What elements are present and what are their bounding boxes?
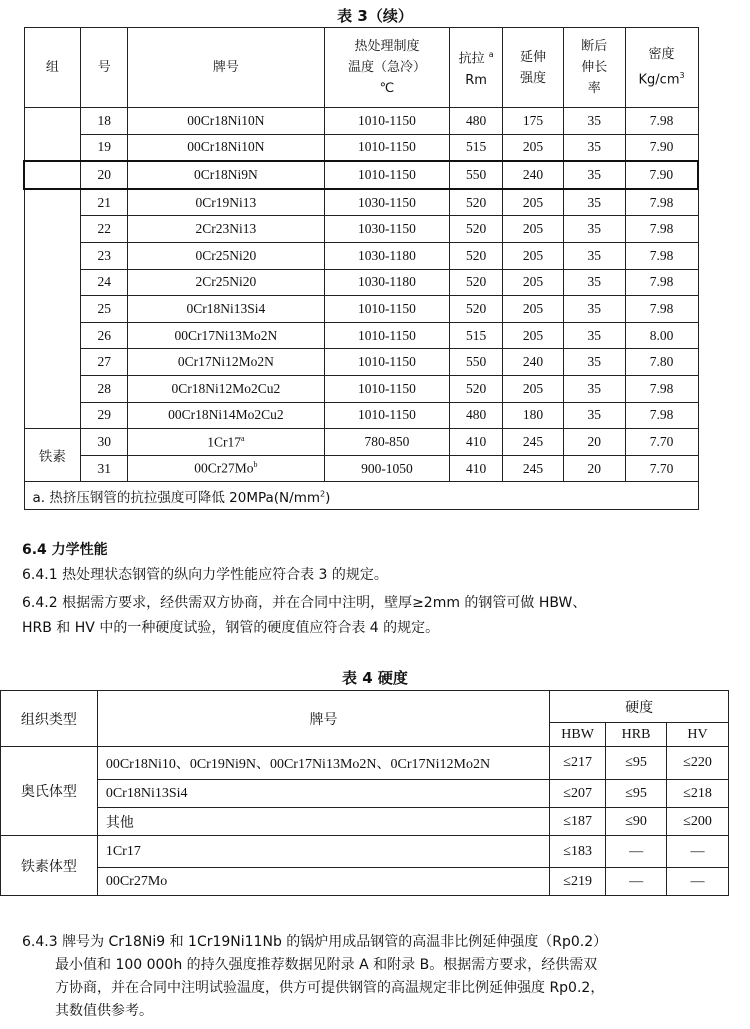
cell-tensile: 520 [450,189,503,216]
table-row [24,216,698,243]
table-row [24,429,698,456]
cell-elong: 35 [563,269,625,296]
table-row [1,808,729,836]
header-density-l2: Kg/cm [638,72,680,88]
cell-heat: 1030-1150 [324,216,450,243]
cell-yield: 205 [503,375,564,402]
table-row [24,108,698,135]
cell-tensile: 550 [450,161,503,189]
table3-caption: 表 3（续） [337,7,413,25]
note-sup: 2 [320,489,326,499]
para-6-4-1: 6.4.1 热处理状态钢管的纵向力学性能应符合表 3 的规定。 [22,567,388,583]
cell-yield: 205 [503,134,564,161]
cell-density: 7.90 [625,134,698,161]
cell-grade: 0Cr18Ni12Mo2Cu2 [128,375,325,402]
cell-grade: 0Cr18Ni13Si4 [128,296,325,323]
cell-no: 31 [81,455,128,482]
header-elong-l3: 率 [587,81,601,96]
cell-elong: 35 [563,216,625,243]
cell-heat: 1030-1180 [324,269,450,296]
cell-heat: 1010-1150 [324,108,450,135]
table4-body [1,747,729,896]
t4-grade-cell: 1Cr17 [97,836,549,868]
grade-text: 1Cr17 [207,434,241,450]
header-yield-l2: 强度 [519,70,546,86]
cell-grade: 00Cr17Ni13Mo2N [128,322,325,349]
cell-grade: 0Cr25Ni20 [128,242,325,269]
cell-density: 7.80 [625,349,698,376]
cell-tensile: 410 [450,455,503,482]
cell-tensile: 520 [450,242,503,269]
t4-grade-cell: 其他 [97,808,549,836]
t4-hv-cell: ≤218 [667,780,729,808]
header-tensile-l2: Rm [465,72,487,88]
cell-grade: 00Cr18Ni14Mo2Cu2 [128,402,325,429]
cell-elong: 35 [563,349,625,376]
table-row [24,375,698,402]
table-row [1,747,729,780]
cell-yield: 205 [503,296,564,323]
cell-elong: 35 [563,108,625,135]
cell-no: 29 [81,402,128,429]
cell-no: 23 [81,242,128,269]
note-text: a. 热挤压钢管的抗拉强度可降低 20MPa(N/mm [32,489,320,506]
header-heat-l2: 温度（急冷） [347,60,426,75]
cell-elong: 35 [563,402,625,429]
cell-heat: 1030-1150 [324,189,450,216]
cell-no: 22 [81,216,128,243]
cell-tensile: 520 [450,296,503,323]
table-row [24,242,698,269]
t4-hrb-cell: ≤95 [606,780,667,808]
t4-header-grade: 牌号 [97,691,549,747]
cell-no: 30 [81,429,128,456]
cell-elong: 35 [563,161,625,189]
cell-yield: 180 [503,402,564,429]
t4-hrb-cell: — [606,868,667,896]
t4-hrb-cell: ≤95 [606,747,667,780]
cell-density: 7.98 [625,216,698,243]
table4-header-row1 [1,691,729,723]
cell-heat: 1010-1150 [324,402,450,429]
para-6-4-2-line1: 6.4.2 根据需方要求，经供需双方协商，并在合同中注明，壁厚≥2mm 的钢管可做 HBW、 [22,595,587,611]
cell-density: 7.98 [625,269,698,296]
t4-grade-cell: 00Cr27Mo [97,868,549,896]
cell-elong: 35 [563,375,625,402]
group-cell-austenite-upper [24,108,81,162]
cell-yield: 240 [503,349,564,376]
group-cell-ferrite: 铁素 [24,429,81,482]
cell-no: 28 [81,375,128,402]
para-6-4-3-line3: 方协商，并在合同中注明试验温度，供方可提供钢管的高温规定非比例延伸强度 Rp0.2， [55,980,605,996]
table-row [24,322,698,349]
cell-density: 7.98 [625,189,698,216]
cell-tensile: 515 [450,134,503,161]
t4-hv-cell: — [667,836,729,868]
table3-note-row [24,482,698,510]
table3-note [24,482,698,510]
t4-header-hv: HV [667,723,729,747]
para-6-4-3-line4: 其数值供参考。 [55,1003,153,1019]
table3-body [24,108,698,482]
t4-type-cell: 铁素体型 [1,836,98,896]
cell-tensile: 410 [450,429,503,456]
header-elong-l2: 伸长 [581,60,608,75]
cell-yield: 205 [503,269,564,296]
cell-elong: 20 [563,455,625,482]
cell-no: 27 [81,349,128,376]
table3-header-row [24,28,698,108]
cell-density: 7.70 [625,429,698,456]
table-row [1,836,729,868]
grade-text: 00Cr27Mo [194,460,254,476]
grade-sup: a [240,433,245,443]
cell-yield: 175 [503,108,564,135]
t4-hv-cell: ≤200 [667,808,729,836]
cell-grade [128,429,325,456]
cell-tensile: 550 [450,349,503,376]
t4-hbw-cell: ≤187 [550,808,606,836]
cell-yield: 205 [503,242,564,269]
table-row [1,780,729,808]
cell-density: 7.98 [625,375,698,402]
header-density-l1: 密度 [648,47,675,63]
header-density [625,28,698,108]
cell-heat: 900-1050 [324,455,450,482]
t4-hrb-cell: ≤90 [606,808,667,836]
cell-grade: 0Cr17Ni12Mo2N [128,349,325,376]
header-yield [503,28,564,108]
para-6-4-2-line2: HRB 和 HV 中的一种硬度试验，钢管的硬度值应符合表 4 的规定。 [22,620,440,636]
cell-yield: 205 [503,189,564,216]
cell-heat: 1010-1150 [324,161,450,189]
header-grade: 牌号 [128,28,325,108]
cell-grade: 00Cr18Ni10N [128,134,325,161]
t4-grade-cell: 0Cr18Ni13Si4 [97,780,549,808]
cell-heat: 1010-1150 [324,322,450,349]
table4 [0,690,729,896]
table-row [24,134,698,161]
cell-tensile: 480 [450,402,503,429]
cell-grade [128,455,325,482]
table-row [1,868,729,896]
cell-no: 24 [81,269,128,296]
table-row [24,296,698,323]
t4-hbw-cell: ≤183 [550,836,606,868]
cell-heat: 1010-1150 [324,349,450,376]
cell-elong: 35 [563,296,625,323]
t4-hrb-cell: — [606,836,667,868]
cell-no: 25 [81,296,128,323]
cell-yield: 205 [503,322,564,349]
t4-header-hrb: HRB [606,723,667,747]
section-title: 6.4 力学性能 [22,542,108,558]
cell-yield: 245 [503,455,564,482]
header-tensile-sup: a [488,50,494,60]
t4-grade-cell: 00Cr18Ni10、0Cr19Ni9N、00Cr17Ni13Mo2N、0Cr17Ni12Mo2N [97,747,549,780]
cell-no: 18 [81,108,128,135]
cell-yield: 245 [503,429,564,456]
cell-yield: 240 [503,161,564,189]
cell-grade: 00Cr18Ni10N [128,108,325,135]
header-yield-l1: 延伸 [519,49,546,65]
table4-caption: 表 4 硬度 [342,669,408,687]
cell-density: 7.98 [625,296,698,323]
cell-heat: 1010-1150 [324,296,450,323]
cell-elong: 35 [563,134,625,161]
cell-no: 19 [81,134,128,161]
cell-density: 7.98 [625,402,698,429]
t4-header-type: 组织类型 [1,691,98,747]
header-elongation [563,28,625,108]
cell-yield: 205 [503,216,564,243]
header-elong-l1: 断后 [581,39,608,54]
cell-heat: 1010-1150 [324,134,450,161]
note-end: ) [325,489,331,506]
cell-no: 20 [81,161,128,189]
cell-no: 21 [81,189,128,216]
header-heat-treatment [324,28,450,108]
header-heat-l3: ℃ [379,81,395,96]
table-row [24,455,698,482]
cell-tensile: 480 [450,108,503,135]
para-6-4-3-line1: 6.4.3 牌号为 Cr18Ni9 和 1Cr19Ni11Nb 的锅炉用成品钢管的高温非比例延伸强度（Rp0.2） [22,934,608,950]
cell-elong: 20 [563,429,625,456]
table-row [24,269,698,296]
cell-grade: 2Cr23Ni13 [128,216,325,243]
table-row [24,349,698,376]
cell-heat: 1010-1150 [324,375,450,402]
header-group: 组 [24,28,81,108]
cell-density: 7.90 [625,161,698,189]
cell-grade: 0Cr18Ni9N [128,161,325,189]
cell-heat: 1030-1180 [324,242,450,269]
table-row [24,161,698,189]
group-cell-empty [24,161,81,189]
cell-tensile: 520 [450,216,503,243]
cell-density: 7.98 [625,108,698,135]
cell-no: 26 [81,322,128,349]
header-tensile-l1: 抗拉 [458,51,485,67]
cell-tensile: 515 [450,322,503,349]
header-density-sup: 3 [679,71,685,81]
cell-elong: 35 [563,322,625,349]
table3 [23,27,699,510]
para-6-4-3 [22,931,722,1023]
table-row [24,189,698,216]
header-tensile [450,28,503,108]
t4-header-hardness: 硬度 [550,691,729,723]
grade-sup: b [253,460,258,470]
para-6-4-3-line2: 最小值和 100 000h 的持久强度推荐数据见附录 A 和附录 B。根据需方要求，经供需双 [55,957,598,973]
t4-header-hbw: HBW [550,723,606,747]
header-heat-l1: 热处理制度 [354,39,420,54]
cell-grade: 0Cr19Ni13 [128,189,325,216]
cell-tensile: 520 [450,375,503,402]
cell-density: 7.70 [625,455,698,482]
t4-hv-cell: ≤220 [667,747,729,780]
t4-type-cell: 奥氏体型 [1,747,98,836]
t4-hbw-cell: ≤207 [550,780,606,808]
header-no: 号 [81,28,128,108]
table-row [24,402,698,429]
cell-density: 7.98 [625,242,698,269]
t4-hv-cell: — [667,868,729,896]
cell-grade: 2Cr25Ni20 [128,269,325,296]
t4-hbw-cell: ≤219 [550,868,606,896]
cell-heat: 780-850 [324,429,450,456]
t4-hbw-cell: ≤217 [550,747,606,780]
cell-elong: 35 [563,189,625,216]
cell-density: 8.00 [625,322,698,349]
cell-tensile: 520 [450,269,503,296]
group-cell-austenite-lower [24,189,81,429]
cell-elong: 35 [563,242,625,269]
